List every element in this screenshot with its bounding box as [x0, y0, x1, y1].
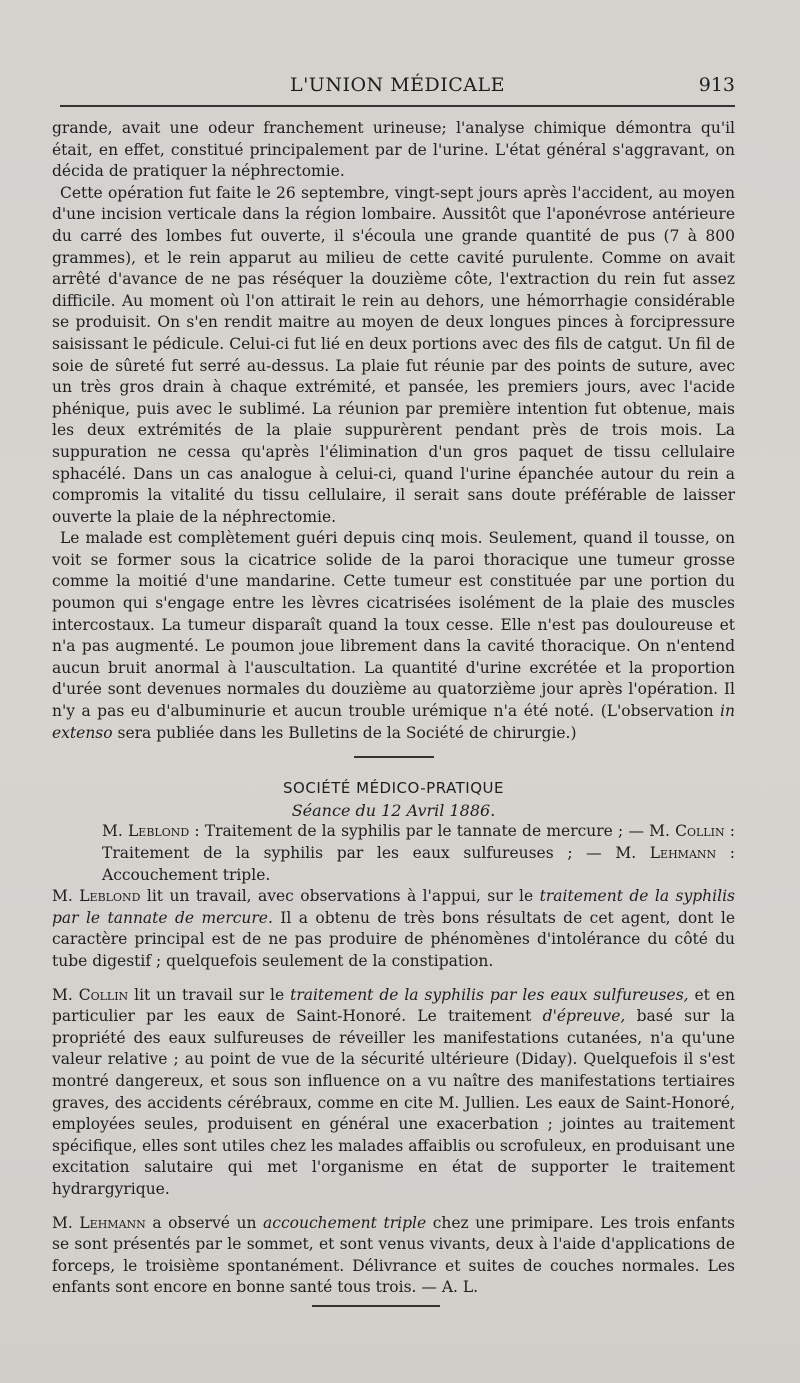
summary-name-collin: Collin	[675, 822, 725, 841]
collin-name: Collin	[78, 985, 129, 1004]
cure-text-a: Le malade est complètement guéri depuis cinq mois. Seulement, quand il tousse, on voit se former sous la cicatrice solide de la paroi thoracique une tumeur grosse comme la moitié d'une mandarine. Cette tumeur est constituée par une portion du poumon qui s'engage entre les lèvres cicatrisées isolément de la plaie des muscles intercostaux. La tumeur disparaît quand la toux cesse. Elle n'est pas douloureuse et n'a pas augmenté. Le poumon joue librement dans la cavité thoracique. On n'entend aucun bruit anormal à l'auscultation. La quantité d'urine excrétée et la proportion d'urée sont devenues normales du douzième au quatorzième jour après l'opération. Il n'y a pas eu d'albuminurie et aucun trouble urémique n'a été noté. (L'observation	[52, 529, 735, 721]
end-rule	[312, 1305, 440, 1307]
cure-italic: in extenso	[52, 702, 735, 742]
leblond-text-a: lit un travail, avec observations à l'appui, sur le	[140, 887, 540, 906]
lehmann-italic: accouchement triple	[263, 1213, 427, 1232]
paragraph-urine: grande, avait une odeur franchement urineuse; l'analyse chimique démontra qu'il était, en effet, constitué principalement par de l'urine. L'état général s'aggravant, on décida de pratiquer la néphrectomie.	[52, 119, 735, 181]
lehmann-text-b: chez une primipare. Les trois enfants se sont présentés par le sommet, et sont venus vivants, deux à l'aide d'applications de forceps, le troisième spontanément. Délivrance et suites de couches normales. Les enfants sont encore en bonne santé tous trois. — A. L.	[52, 1213, 735, 1297]
collin-text-c: basé sur la propriété des eaux sulfureuses de réveiller les manifestations cutanées, n'a qu'une valeur relative ; au point de vue de la sécurité ultérieure (Diday). Quelquefois il s'est montré dangereux, et sous son influence on a vu naître des manifestations tertiaires graves, des accidents cérébraux, comme en cite M. Jullien. Les eaux de Saint-Honoré, employées seules, produisent en général une exacerbation ; jointes au traitement spécifique, elles sont utiles chez les malades affaiblis ou scrofuleux, en produisant une excitation salutaire qui met l'organisme en état de supporter le traitement hydrargyrique.	[52, 1007, 735, 1198]
seance-date: Séance du 12 Avril 1886.	[291, 800, 496, 820]
running-header	[60, 70, 735, 106]
collin-italic-2: d'épreuve,	[542, 1007, 626, 1026]
article-body	[52, 118, 735, 1311]
session-summary	[52, 821, 735, 886]
section-title: SOCIÉTÉ MÉDICO-PRATIQUE	[283, 779, 504, 798]
leblond-text-b: Il a obtenu de très bons résultats de cet agent, dont le caractère principal est de ne pas produire de phénomènes d'intolérance du côté du tube digestif ; quelquefois seulement de la constipation.	[52, 908, 735, 970]
paragraph-collin	[52, 985, 735, 1201]
lehmann-name: Lehmann	[79, 1213, 146, 1232]
collin-text-a: lit un travail sur le	[128, 985, 291, 1004]
summary-text-3: : Accouchement triple.	[102, 844, 736, 884]
header-rule	[60, 105, 735, 107]
paragraph-operation: Cette opération fut faite le 26 septembre, vingt-sept jours après l'accident, au moyen d'une incision verticale dans la région lombaire. Aussitôt que l'aponévrose antérieure du carré des lombes fut ouverte, il s'écoula une grande quantité de pus (7 à 800 grammes), et le rein apparut au milieu de cette cavité purulente. Comme on avait arrêté d'avance de ne pas réséquer la douzième côte, l'extraction du rein fut assez difficile. Au moment où l'on attirait le rein au dehors, une hémorrhagie considérable se produisit. On s'en rendit maitre au moyen de deux longues pinces à forcipressure saisissant le pédicule. Celui-ci fut lié en deux portions avec des fils de catgut. Un fil de soie de sûreté fut serré au-dessus. La plaie fut réunie par des points de suture, avec un très gros drain à chaque extrémité, et pansée, les premiers jours, avec l'acide phénique, puis avec le sublimé. La réunion par première intention fut obtenue, mais les deux extrémités de la plaie suppurèrent pendant près de trois mois. La suppuration ne cessa qu'après l'élimination d'un gros paquet de tissu cellulaire sphacélé. Dans un cas analogue à celui-ci, quand l'urine épanchée autour du rein a compromis la vitalité du tissu cellulaire, il serait sans doute préférable de laisser ouverte la plaie de la néphrectomie.	[52, 183, 735, 526]
leblond-name: Leblond	[79, 887, 141, 906]
paragraph-lehmann	[52, 1213, 735, 1299]
leblond-m: M.	[52, 887, 80, 906]
summary-text-1: : Traitement de la syphilis par le tannate de mercure ; — M.	[189, 822, 676, 841]
summary-m1: M.	[102, 822, 128, 841]
section-separator	[354, 756, 434, 758]
leblond-italic: traitement de la syphilis par le tannate de mercure.	[52, 887, 735, 927]
lehmann-text-a: a observé un	[145, 1213, 264, 1232]
lehmann-m: M.	[52, 1213, 80, 1232]
collin-m: M.	[52, 985, 79, 1004]
collin-italic: traitement de la syphilis par les eaux sulfureuses,	[290, 985, 689, 1004]
summary-name-leblond: Leblond	[128, 822, 190, 841]
page-number: 913	[698, 74, 735, 96]
cure-text-b: sera publiée dans les Bulletins de la Société de chirurgie.)	[112, 723, 577, 742]
summary-name-lehmann: Lehmann	[649, 844, 717, 862]
summary-text-2: : Traitement de la syphilis par les eaux sulfureuses ; — M.	[102, 822, 736, 862]
collin-text-b: et en particulier par les eaux de Saint-Honoré. Le traitement	[52, 985, 735, 1026]
paragraph-cure	[52, 528, 735, 744]
journal-title: L'UNION MÉDICALE	[289, 74, 506, 96]
paragraph-leblond	[52, 886, 735, 972]
